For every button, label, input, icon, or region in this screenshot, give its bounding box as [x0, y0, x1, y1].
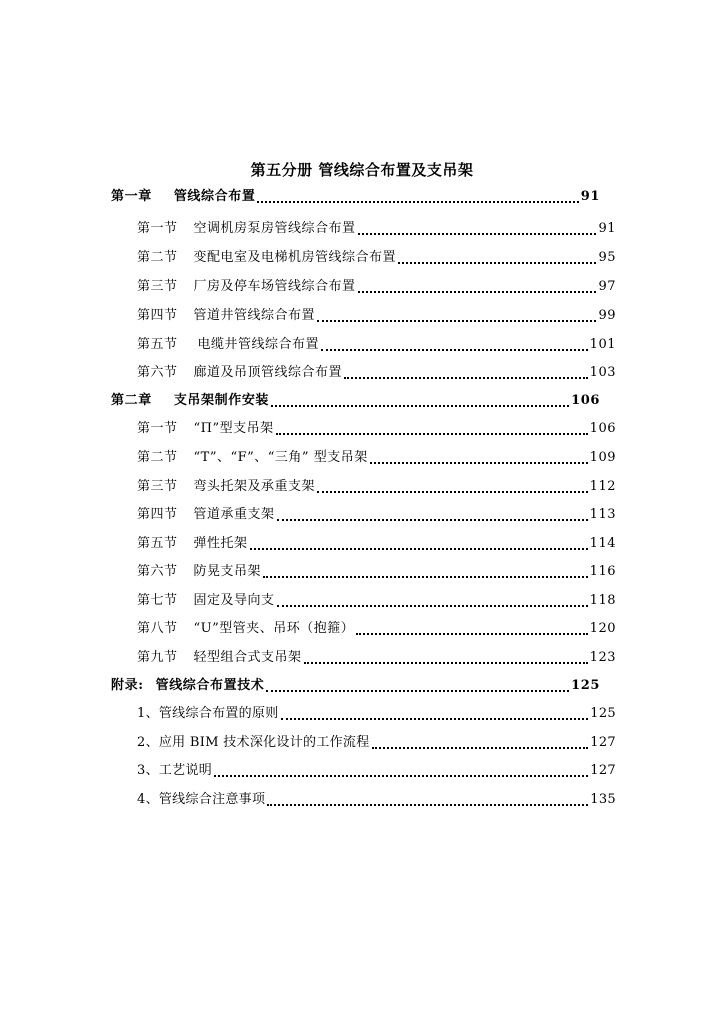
section-number: 第七节: [137, 593, 178, 608]
page-number: 91: [598, 221, 616, 236]
chapter-title: 管线综合布置: [173, 189, 256, 204]
dot-leader: [372, 745, 589, 749]
section-title: 弹性托架: [193, 536, 248, 551]
toc-chapter-2[interactable]: [111, 391, 600, 411]
page-number: 106: [589, 421, 616, 436]
section-number: 第五节: [137, 536, 178, 551]
toc-appendix-item-2[interactable]: [137, 733, 616, 753]
section-number: 第一节: [137, 421, 178, 436]
section-title: 厂房及停车场管线综合布置: [193, 279, 356, 294]
toc-section-2-1[interactable]: [137, 419, 616, 439]
dot-leader: [257, 199, 578, 203]
section-number: 第四节: [137, 507, 178, 522]
page-number: 123: [589, 650, 616, 665]
dot-leader: [317, 489, 588, 493]
appendix-item-title: 4、管线综合注意事项: [137, 792, 266, 807]
page-number: 109: [589, 450, 616, 465]
section-number: 第二节: [137, 450, 178, 465]
page-number: 127: [590, 763, 616, 778]
dot-leader: [370, 460, 588, 464]
toc-section-1-6[interactable]: [137, 363, 616, 383]
section-number: 第六节: [137, 365, 178, 380]
appendix-item-title: 2、应用 BIM 技术深化设计的工作流程: [137, 735, 370, 750]
toc-section-1-4[interactable]: [137, 306, 616, 326]
dot-leader: [266, 688, 569, 692]
section-title: 廊道及吊顶管线综合布置: [193, 365, 343, 380]
section-number: 第三节: [137, 279, 178, 294]
toc-section-1-3[interactable]: [137, 277, 616, 297]
page-number: 118: [589, 593, 616, 608]
section-number: 第一节: [137, 221, 178, 236]
page-number: 99: [598, 308, 616, 323]
toc-appendix-item-4[interactable]: [137, 790, 616, 810]
page-number: 127: [590, 735, 616, 750]
page-number: 135: [590, 792, 616, 807]
page-title: 第五分册 管线综合布置及支吊架: [250, 161, 474, 179]
chapter-number: 第一章: [111, 189, 152, 204]
section-title: 空调机房泵房管线综合布置: [193, 221, 356, 236]
chapter-number: 第二章: [111, 393, 152, 408]
toc-section-2-6[interactable]: [137, 562, 616, 582]
section-title: 电缆井管线综合布置: [197, 337, 320, 352]
page-number: 125: [590, 706, 616, 721]
section-title: 固定及导向支: [193, 593, 275, 608]
section-number: 第八节: [137, 621, 178, 636]
page-number: 103: [589, 365, 616, 380]
appendix-item-title: 3、工艺说明: [137, 763, 213, 778]
toc-section-1-5[interactable]: [137, 335, 616, 355]
toc-section-2-2[interactable]: [137, 448, 616, 468]
section-title: “T”、“F”、“三角” 型支吊架: [193, 450, 368, 465]
dot-leader: [214, 773, 588, 777]
section-number: 第六节: [137, 564, 178, 579]
dot-leader: [250, 546, 588, 550]
section-title: 管道承重支架: [193, 507, 275, 522]
page-number: 106: [571, 393, 600, 408]
page-number: 125: [571, 678, 600, 693]
chapter-title: 支吊架制作安装: [173, 393, 270, 408]
toc-chapter-1[interactable]: [111, 187, 600, 207]
dot-leader: [281, 716, 589, 720]
section-number: 第九节: [137, 650, 178, 665]
section-title: 防晃支吊架: [193, 564, 262, 579]
toc-section-2-4[interactable]: [137, 505, 616, 525]
section-title: “U”型管夹、吊环（抱箍）: [193, 621, 355, 636]
dot-leader: [358, 231, 597, 235]
toc-section-2-9[interactable]: [137, 648, 616, 668]
appendix-title: 管线综合布置技术: [155, 678, 265, 693]
page-number: 112: [589, 479, 616, 494]
section-number: 第二节: [137, 250, 178, 265]
toc-section-2-7[interactable]: [137, 591, 616, 611]
section-title: “П”型支吊架: [193, 421, 274, 436]
dot-leader: [317, 318, 596, 322]
dot-leader: [398, 260, 596, 264]
appendix-label: 附录:: [111, 678, 144, 693]
page-number: 120: [589, 621, 616, 636]
section-title: 弯头托架及承重支架: [193, 479, 316, 494]
appendix-item-title: 1、管线综合布置的原则: [137, 706, 279, 721]
page-number: 116: [589, 564, 616, 579]
dot-leader: [267, 802, 588, 806]
dot-leader: [276, 431, 588, 435]
section-number: 第五节: [137, 337, 178, 352]
section-title: 轻型组合式支吊架: [193, 650, 302, 665]
section-title: 管道井管线综合布置: [193, 308, 316, 323]
toc-section-2-8[interactable]: [137, 619, 616, 639]
toc-appendix-item-3[interactable]: [137, 761, 616, 781]
page-number: 113: [589, 507, 616, 522]
toc-section-1-2[interactable]: [137, 248, 616, 268]
page-number: 97: [598, 279, 616, 294]
dot-leader: [277, 517, 588, 521]
dot-leader: [304, 660, 588, 664]
section-title: 变配电室及电梯机房管线综合布置: [193, 250, 397, 265]
dot-leader: [321, 347, 588, 351]
page-number: 95: [598, 250, 616, 265]
toc-section-2-3[interactable]: [137, 477, 616, 497]
dot-leader: [271, 403, 569, 407]
dot-leader: [344, 375, 588, 379]
dot-leader: [358, 289, 597, 293]
page-number: 101: [589, 337, 616, 352]
toc-appendix-item-1[interactable]: [137, 704, 616, 724]
page-number: 91: [580, 189, 600, 204]
dot-leader: [263, 574, 588, 578]
toc-appendix[interactable]: [111, 676, 600, 696]
dot-leader: [277, 603, 588, 607]
page-number: 114: [589, 536, 616, 551]
section-number: 第三节: [137, 479, 178, 494]
toc-section-1-1[interactable]: [137, 219, 616, 239]
toc-section-2-5[interactable]: [137, 534, 616, 554]
section-number: 第四节: [137, 308, 178, 323]
dot-leader: [356, 631, 587, 635]
